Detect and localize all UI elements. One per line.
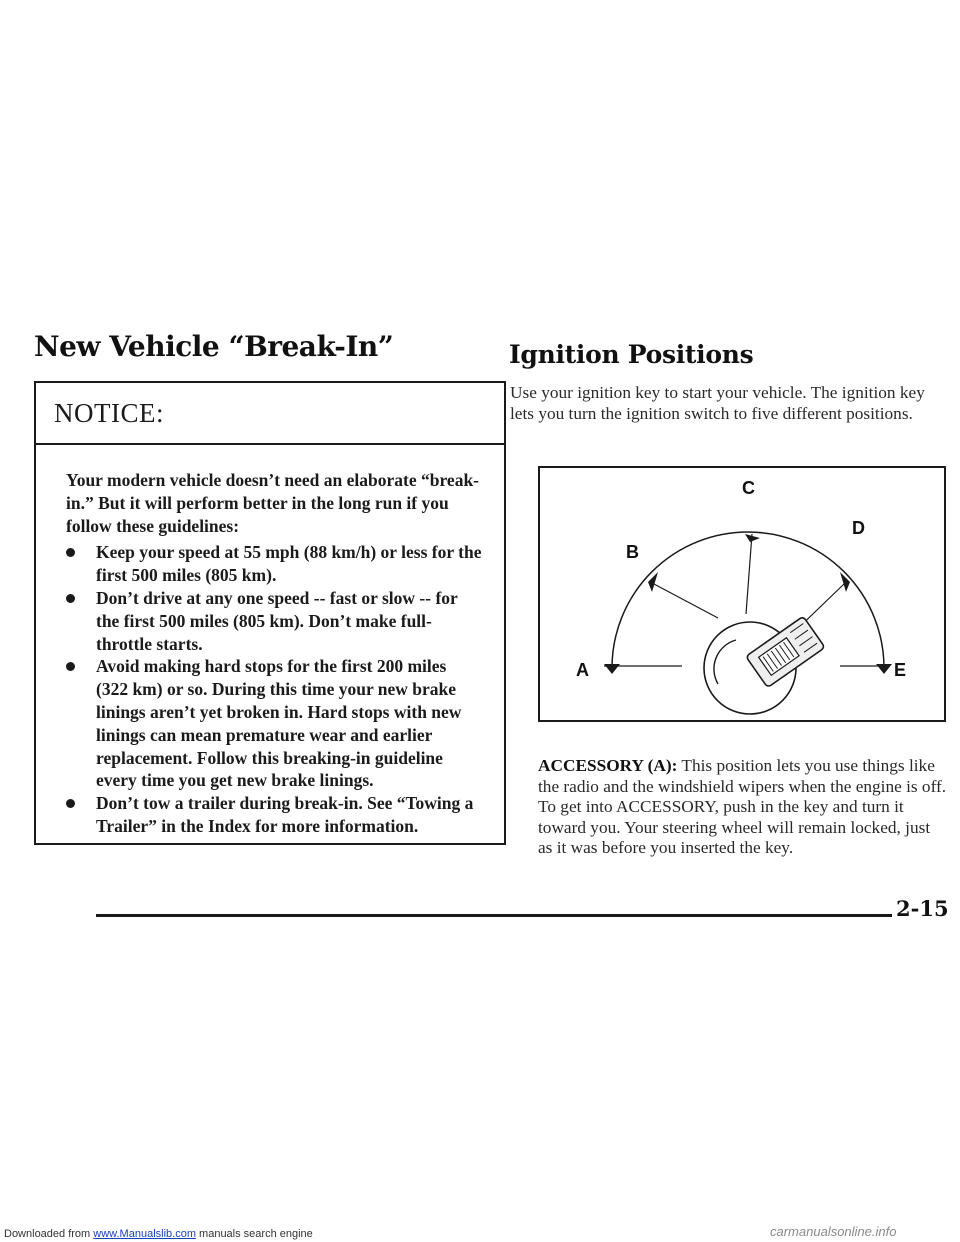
site-watermark: carmanualsonline.info — [770, 1224, 897, 1239]
label-e: E — [894, 660, 907, 680]
bullet-icon — [66, 594, 75, 603]
list-item-text: Don’t drive at any one speed -- fast or slow -- for the first 500 miles (805 km). Don’t make full-throttle starts. — [96, 587, 458, 654]
bullet-icon — [66, 548, 75, 557]
label-d: D — [852, 518, 865, 538]
notice-box — [34, 381, 506, 845]
list-item-text: Keep your speed at 55 mph (88 km/h) or less for the first 500 miles (805 km). — [96, 542, 482, 586]
list-item-text: Don’t tow a trailer during break-in. See “Towing a Trailer” in the Index for more information. — [96, 793, 474, 836]
watermark-prefix: Downloaded from — [4, 1228, 94, 1240]
download-watermark — [4, 1228, 313, 1240]
ignition-diagram-svg — [540, 468, 944, 720]
label-c: C — [742, 478, 755, 498]
label-a: A — [576, 660, 589, 680]
notice-header: NOTICE: — [36, 383, 504, 445]
page-number: 2-15 — [896, 896, 949, 921]
bullet-icon — [66, 799, 75, 808]
list-item — [66, 655, 482, 792]
watermark-suffix: manuals search engine — [195, 1228, 313, 1240]
line-b — [654, 584, 718, 618]
accessory-term: ACCESSORY (A): — [538, 756, 678, 775]
list-item — [66, 587, 482, 655]
manualslib-link[interactable]: www.Manualslib.com — [93, 1228, 196, 1240]
list-item-text: Avoid making hard stops for the first 200 miles (322 km) or so. During this time your new brake linings aren’t yet broken in. Hard stops with new linings can mean premature wear and earlier replacement. Follow this breaking-in guideline every time you get new brake linings. — [96, 656, 462, 791]
bullet-icon — [66, 662, 75, 671]
notice-list — [66, 541, 482, 837]
list-item — [66, 792, 482, 838]
notice-body — [36, 445, 504, 838]
label-b: B — [626, 542, 639, 562]
ignition-intro: Use your ignition key to start your vehicle. The ignition key lets you turn the ignition switch to five different positions. — [510, 383, 925, 423]
accessory-paragraph — [538, 756, 948, 859]
footer-rule — [96, 914, 892, 917]
accessory-text: This position lets you use things like the radio and the windshield wipers when the engine is off. To get into ACCESSORY, push in the key and turn it toward you. Your steering wheel will remain locked, just as it was before you inserted the key. — [538, 756, 947, 857]
notice-intro: Your modern vehicle doesn’t need an elaborate “break-in.” But it will perform better in the long run if you follow these guidelines: — [66, 470, 480, 536]
list-item — [66, 541, 482, 587]
arrow-d-icon — [840, 572, 850, 592]
section-title-break-in: New Vehicle “Break-In” — [34, 330, 394, 363]
section-title-ignition: Ignition Positions — [509, 340, 754, 369]
ignition-diagram — [538, 466, 946, 722]
line-c — [746, 534, 752, 614]
